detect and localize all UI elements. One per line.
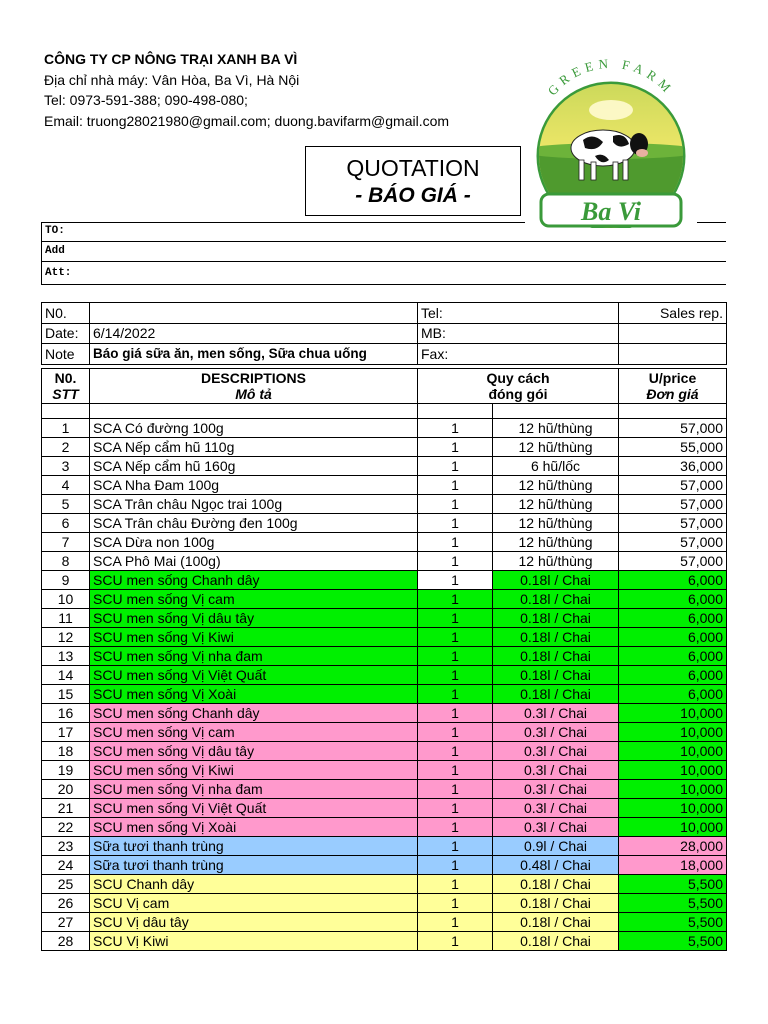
row-packaging: 12 hũ/thùng (493, 419, 619, 438)
logo-brand-text: Ba Vi (581, 197, 641, 226)
add-label: Add (45, 245, 65, 257)
row-quantity: 1 (418, 704, 493, 723)
company-tel: Tel: 0973-591-388; 090-498-080; (44, 92, 248, 108)
row-number: 26 (42, 894, 90, 913)
row-number: 22 (42, 818, 90, 837)
row-price: 57,000 (619, 552, 727, 571)
table-row (42, 476, 727, 495)
row-quantity: 1 (418, 647, 493, 666)
row-quantity: 1 (418, 476, 493, 495)
row-price: 57,000 (619, 476, 727, 495)
row-price: 6,000 (619, 647, 727, 666)
rule (41, 222, 42, 284)
rule (41, 241, 726, 242)
row-description: SCU Chanh dây (90, 875, 418, 894)
row-packaging: 0.3l / Chai (493, 723, 619, 742)
row-number: 6 (42, 514, 90, 533)
table-row (42, 894, 727, 913)
date-label: Date: (42, 323, 90, 344)
table-row (42, 856, 727, 875)
row-price: 6,000 (619, 609, 727, 628)
row-number: 13 (42, 647, 90, 666)
row-number: 28 (42, 932, 90, 951)
row-description: SCU men sống Vị cam (90, 723, 418, 742)
row-description: SCA Trân châu Ngọc trai 100g (90, 495, 418, 514)
table-row (42, 837, 727, 856)
row-price: 10,000 (619, 742, 727, 761)
table-row (42, 742, 727, 761)
row-quantity: 1 (418, 761, 493, 780)
table-row (42, 913, 727, 932)
row-packaging: 0.18l / Chai (493, 590, 619, 609)
row-number: 12 (42, 628, 90, 647)
row-quantity: 1 (418, 932, 493, 951)
table-row (42, 590, 727, 609)
row-packaging: 0.18l / Chai (493, 875, 619, 894)
note-value: Báo giá sữa ăn, men sống, Sữa chua uống (90, 344, 418, 365)
row-quantity: 1 (418, 742, 493, 761)
row-number: 14 (42, 666, 90, 685)
quotation-title-box (305, 146, 521, 216)
row-number: 4 (42, 476, 90, 495)
date-value: 6/14/2022 (90, 323, 418, 344)
table-row (42, 761, 727, 780)
row-packaging: 0.9l / Chai (493, 837, 619, 856)
row-price: 5,500 (619, 875, 727, 894)
spacer-row (42, 404, 727, 419)
company-name: CÔNG TY CP NÔNG TRẠI XANH BA VÌ (44, 51, 298, 67)
row-packaging: 12 hũ/thùng (493, 476, 619, 495)
row-description: SCA Nếp cẩm hũ 110g (90, 438, 418, 457)
row-packaging: 0.18l / Chai (493, 913, 619, 932)
price-table (41, 368, 727, 951)
row-packaging: 12 hũ/thùng (493, 438, 619, 457)
row-number: 3 (42, 457, 90, 476)
row-price: 6,000 (619, 666, 727, 685)
header-no: N0. STT (42, 369, 90, 404)
row-packaging: 12 hũ/thùng (493, 533, 619, 552)
row-description: SCA Nha Đam 100g (90, 476, 418, 495)
fax-label: Fax: (418, 344, 619, 365)
row-number: 11 (42, 609, 90, 628)
row-price: 10,000 (619, 761, 727, 780)
row-packaging: 12 hũ/thùng (493, 514, 619, 533)
no-value (90, 303, 418, 324)
row-packaging: 0.3l / Chai (493, 761, 619, 780)
att-label: Att: (45, 267, 72, 279)
row-description: SCU men sống Chanh dây (90, 571, 418, 590)
row-price: 10,000 (619, 799, 727, 818)
row-number: 23 (42, 837, 90, 856)
row-description: Sữa tươi thanh trùng (90, 856, 418, 875)
row-price: 57,000 (619, 495, 727, 514)
table-row (42, 514, 727, 533)
row-description: SCU men sống Vị nha đam (90, 780, 418, 799)
to-label: TO: (45, 225, 65, 237)
table-header (42, 369, 727, 404)
mb-label: MB: (418, 323, 619, 344)
row-quantity: 1 (418, 457, 493, 476)
row-number: 7 (42, 533, 90, 552)
row-description: SCU men sống Vị Xoài (90, 818, 418, 837)
table-row (42, 609, 727, 628)
table-row (42, 647, 727, 666)
row-price: 10,000 (619, 780, 727, 799)
green-farm-logo (525, 48, 697, 228)
row-packaging: 0.18l / Chai (493, 685, 619, 704)
row-number: 19 (42, 761, 90, 780)
row-packaging: 12 hũ/thùng (493, 552, 619, 571)
row-description: SCU men sống Chanh dây (90, 704, 418, 723)
row-quantity: 1 (418, 419, 493, 438)
row-price: 6,000 (619, 590, 727, 609)
row-price: 10,000 (619, 818, 727, 837)
row-number: 21 (42, 799, 90, 818)
row-price: 28,000 (619, 837, 727, 856)
tel-label: Tel: (418, 303, 619, 324)
logo-arc-text: GREEN FARM (544, 55, 678, 99)
company-email: Email: truong28021980@gmail.com; duong.bavifarm@gmail.com (44, 112, 450, 129)
note-label: Note (42, 344, 90, 365)
row-description: SCU Vị Kiwi (90, 932, 418, 951)
row-number: 18 (42, 742, 90, 761)
row-packaging: 6 hũ/lốc (493, 457, 619, 476)
row-description: SCU men sống Vị Việt Quất (90, 799, 418, 818)
table-row (42, 818, 727, 837)
row-description: SCU men sống Vị Kiwi (90, 628, 418, 647)
table-row (42, 666, 727, 685)
row-packaging: 0.18l / Chai (493, 609, 619, 628)
row-packaging: 0.18l / Chai (493, 628, 619, 647)
row-description: SCA Nếp cẩm hũ 160g (90, 457, 418, 476)
row-description: Sữa tươi thanh trùng (90, 837, 418, 856)
row-quantity: 1 (418, 533, 493, 552)
row-number: 9 (42, 571, 90, 590)
table-row (42, 533, 727, 552)
row-number: 10 (42, 590, 90, 609)
row-quantity: 1 (418, 495, 493, 514)
row-description: SCA Có đường 100g (90, 419, 418, 438)
row-packaging: 0.18l / Chai (493, 894, 619, 913)
row-number: 2 (42, 438, 90, 457)
row-price: 55,000 (619, 438, 727, 457)
row-price: 5,500 (619, 932, 727, 951)
table-row (42, 685, 727, 704)
row-number: 15 (42, 685, 90, 704)
row-packaging: 0.3l / Chai (493, 780, 619, 799)
row-description: SCU men sống Vị nha đam (90, 647, 418, 666)
rule (41, 222, 525, 223)
row-price: 57,000 (619, 514, 727, 533)
row-packaging: 0.3l / Chai (493, 818, 619, 837)
row-number: 25 (42, 875, 90, 894)
row-packaging: 0.48l / Chai (493, 856, 619, 875)
row-number: 27 (42, 913, 90, 932)
row-number: 1 (42, 419, 90, 438)
row-quantity: 1 (418, 666, 493, 685)
company-block (44, 49, 449, 131)
row-description: SCA Dừa non 100g (90, 533, 418, 552)
header-price: U/price Đơn giá (619, 369, 727, 404)
row-quantity: 1 (418, 894, 493, 913)
row-quantity: 1 (418, 913, 493, 932)
table-row (42, 932, 727, 951)
row-description: SCU Vị dâu tây (90, 913, 418, 932)
row-quantity: 1 (418, 552, 493, 571)
table-row (42, 457, 727, 476)
row-description: SCA Phô Mai (100g) (90, 552, 418, 571)
row-description: SCU men sống Vị dâu tây (90, 742, 418, 761)
row-description: SCU men sống Vị Xoài (90, 685, 418, 704)
row-price: 5,500 (619, 913, 727, 932)
row-packaging: 0.18l / Chai (493, 571, 619, 590)
table-row (42, 628, 727, 647)
title-vn: - BÁO GIÁ - (355, 184, 471, 207)
row-number: 24 (42, 856, 90, 875)
no-label: N0. (42, 303, 90, 324)
row-price: 18,000 (619, 856, 727, 875)
row-price: 57,000 (619, 419, 727, 438)
row-quantity: 1 (418, 875, 493, 894)
row-description: SCU Vị cam (90, 894, 418, 913)
row-price: 5,500 (619, 894, 727, 913)
table-row (42, 495, 727, 514)
row-quantity: 1 (418, 628, 493, 647)
row-description: SCU men sống Vị cam (90, 590, 418, 609)
row-quantity: 1 (418, 837, 493, 856)
row-description: SCA Trân châu Đường đen 100g (90, 514, 418, 533)
row-quantity: 1 (418, 799, 493, 818)
header-spec: Quy cách đóng gói (418, 369, 619, 404)
row-quantity: 1 (418, 856, 493, 875)
rule (697, 222, 726, 223)
row-packaging: 0.3l / Chai (493, 704, 619, 723)
row-packaging: 12 hũ/thùng (493, 495, 619, 514)
rule (41, 261, 726, 262)
info-table (41, 302, 727, 365)
row-quantity: 1 (418, 609, 493, 628)
row-packaging: 0.18l / Chai (493, 932, 619, 951)
row-number: 8 (42, 552, 90, 571)
row-price: 10,000 (619, 704, 727, 723)
table-row (42, 438, 727, 457)
row-price: 6,000 (619, 685, 727, 704)
row-description: SCU men sống Vị Kiwi (90, 761, 418, 780)
row-quantity: 1 (418, 438, 493, 457)
row-quantity: 1 (418, 514, 493, 533)
row-price: 57,000 (619, 533, 727, 552)
row-number: 5 (42, 495, 90, 514)
row-packaging: 0.3l / Chai (493, 742, 619, 761)
row-quantity: 1 (418, 780, 493, 799)
row-quantity: 1 (418, 723, 493, 742)
fax-extra (619, 344, 727, 365)
row-number: 16 (42, 704, 90, 723)
row-packaging: 0.3l / Chai (493, 799, 619, 818)
table-row (42, 780, 727, 799)
table-row (42, 723, 727, 742)
mb-extra (619, 323, 727, 344)
table-row (42, 799, 727, 818)
row-price: 6,000 (619, 628, 727, 647)
row-description: SCU men sống Vị Việt Quất (90, 666, 418, 685)
row-price: 10,000 (619, 723, 727, 742)
row-number: 20 (42, 780, 90, 799)
table-row (42, 704, 727, 723)
title-en: QUOTATION (346, 155, 480, 181)
table-row (42, 571, 727, 590)
sales-rep-label: Sales rep. (619, 303, 727, 324)
header-desc: DESCRIPTIONS Mô tả (90, 369, 418, 404)
row-price: 6,000 (619, 571, 727, 590)
row-quantity: 1 (418, 818, 493, 837)
row-quantity: 1 (418, 571, 493, 590)
row-packaging: 0.18l / Chai (493, 647, 619, 666)
rule (41, 284, 726, 285)
row-price: 36,000 (619, 457, 727, 476)
table-row (42, 552, 727, 571)
company-address: Địa chỉ nhà máy: Vân Hòa, Ba Vì, Hà Nội (44, 71, 300, 88)
row-description: SCU men sống Vị dâu tây (90, 609, 418, 628)
row-packaging: 0.18l / Chai (493, 666, 619, 685)
table-row (42, 875, 727, 894)
row-quantity: 1 (418, 590, 493, 609)
table-row (42, 419, 727, 438)
row-number: 17 (42, 723, 90, 742)
row-quantity: 1 (418, 685, 493, 704)
